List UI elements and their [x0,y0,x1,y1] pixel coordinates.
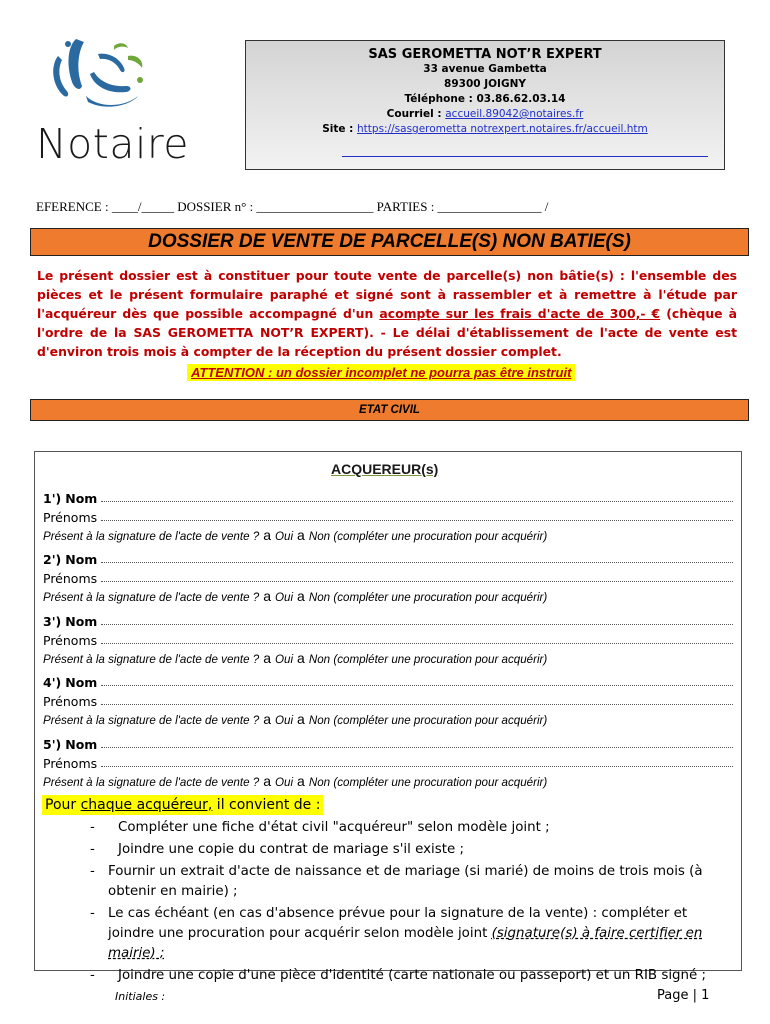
email-label: Courriel : [386,108,446,120]
oui-label: Oui [275,714,294,727]
requirement-item [90,840,730,860]
presence-question: Présent à la signature de l'acte de vente ? [43,591,260,604]
nom-field[interactable] [101,561,733,563]
presence-row [43,709,733,727]
requirement-text [118,966,730,986]
prenoms-field[interactable] [101,703,733,705]
prenoms-label: Prénoms [43,756,98,771]
non-checkbox[interactable]: a [297,588,305,604]
city: 89300 JOIGNY [444,78,526,90]
nom-row [43,733,733,752]
acquereur-entry [43,487,733,543]
acquereur-number: 3') [43,614,62,629]
non-label: Non (compléter une procuration pour acquérir) [308,776,548,789]
nom-field[interactable] [101,746,733,748]
office-header [245,40,725,170]
oui-label: Oui [275,653,294,666]
acquereur-number: 4') [43,675,62,690]
prenoms-label: Prénoms [43,633,98,648]
site-link[interactable]: https://sasgerometta notrexpert.notaires.fr/accueil.htm [357,123,648,135]
bullet-dash: - [90,820,95,835]
requirements-list [90,818,730,988]
nom-field[interactable] [101,623,733,625]
prenoms-row [43,752,733,771]
oui-checkbox[interactable]: a [263,773,271,789]
requirement-item [90,966,730,986]
site-row [246,122,724,137]
prenoms-row [43,506,733,525]
presence-question: Présent à la signature de l'acte de vente ? [43,530,260,543]
notaire-emblem-icon [28,34,223,124]
prenoms-label: Prénoms [43,571,98,586]
non-label: Non (compléter une procuration pour acquérir) [308,714,548,727]
requirement-main: Le cas échéant (en cas d'absence prévue pour la signature de la vente) : compléter et joindre une procuration pour acquérir selon modèle joint [108,906,688,941]
prenoms-field[interactable] [101,580,733,582]
non-label: Non (compléter une procuration pour acquérir) [308,653,548,666]
prenoms-row [43,567,733,586]
pour-before: Pour [45,797,81,813]
requirement-text [108,904,730,964]
presence-row [43,525,733,543]
document-title: DOSSIER DE VENTE DE PARCELLE(S) NON BATIE(S) [30,228,749,256]
acquereur-number: 5') [43,737,62,752]
section-title-etat-civil: ETAT CIVIL [30,399,749,421]
intro-acompte: acompte sur les frais d'acte de 300,- € [379,306,661,321]
oui-checkbox[interactable]: a [263,711,271,727]
notaire-logo [28,34,223,169]
acquereur-entry [43,610,733,666]
nom-field[interactable] [101,684,733,686]
acquereurs-title: ACQUEREUR(s) [331,461,439,477]
requirement-text [118,818,730,838]
nom-row [43,487,733,506]
oui-label: Oui [275,530,294,543]
oui-checkbox[interactable]: a [263,588,271,604]
prenoms-row [43,690,733,709]
requirement-main: Fournir un extrait d'acte de naissance et de mariage (si marié) de moins de trois mois (à obtenir en mairie) ; [108,864,703,899]
non-checkbox[interactable]: a [297,711,305,727]
requirement-item [90,818,730,838]
bullet-dash: - [90,864,95,879]
bullet-dash: - [90,968,95,983]
non-label: Non (compléter une procuration pour acquérir) [308,530,548,543]
reference-line: EFERENCE : ____/_____ DOSSIER n° : __________________ PARTIES : ________________ / [36,199,549,214]
non-checkbox[interactable]: a [297,773,305,789]
nom-label: Nom [65,552,98,567]
attention-notice: ATTENTION : un dossier incomplet ne pourra pas être instruit [187,364,575,381]
nom-label: Nom [65,737,98,752]
requirement-item [90,862,730,902]
address: 33 avenue Gambetta [423,63,547,75]
requirement-main: Compléter une fiche d'état civil "acquéreur" selon modèle joint ; [118,820,550,835]
requirement-item [90,904,730,964]
intro-paragraph [37,266,737,361]
oui-label: Oui [275,591,294,604]
acquereur-entry [43,733,733,789]
bullet-dash: - [90,906,95,921]
intro-part1: Le présent dossier est à constituer pour toute vente de parcelle(s) non bâtie(s) : l'ensemble des pièces et le présent formulaire paraphé et signé sont à rassembler et à remettre à l'étude par l'acquéreur dès que possible accompagné d'un [37,268,737,321]
presence-question: Présent à la signature de l'acte de vente ? [43,653,260,666]
presence-row [43,771,733,789]
presence-row [43,648,733,666]
nom-label: Nom [65,491,98,506]
prenoms-field[interactable] [101,765,733,767]
phone: Téléphone : 03.86.62.03.14 [404,93,566,105]
acquereur-number: 1') [43,491,62,506]
presence-row [43,586,733,604]
prenoms-field[interactable] [101,519,733,521]
presence-question: Présent à la signature de l'acte de vente ? [43,776,260,789]
oui-checkbox[interactable]: a [263,527,271,543]
acquereur-number: 2') [43,552,62,567]
email-link[interactable]: accueil.89042@notaires.fr [445,108,584,120]
non-label: Non (compléter une procuration pour acquérir) [308,591,548,604]
email-row [246,107,724,122]
requirement-main: Joindre une copie d'une pièce d'identité (carte nationale ou passeport) et un RIB signé ; [118,968,707,983]
nom-row [43,610,733,629]
page-number: Page | 1 [657,988,710,1003]
nom-label: Nom [65,675,98,690]
company-name: SAS GEROMETTA NOT’R EXPERT [368,47,602,62]
pour-chaque-heading [42,795,323,815]
prenoms-label: Prénoms [43,510,98,525]
nom-field[interactable] [101,500,733,502]
intro-part2: (chèque à l'ordre de la SAS GEROMETTA NOT’R EXPERT). - Le délai d'établissement de l'acte de vente est d'environ trois mois à compter de la réception du présent dossier complet. [37,306,737,359]
prenoms-field[interactable] [101,642,733,644]
logo-text: Notaire [36,120,190,168]
presence-question: Présent à la signature de l'acte de vente ? [43,714,260,727]
pour-after: il convient de : [212,797,321,813]
prenoms-label: Prénoms [43,694,98,709]
pour-underlined: chaque acquéreur, [80,797,213,813]
requirement-note: (signature(s) à faire certifier en mairie) ; [108,926,703,961]
bullet-dash: - [90,842,95,857]
site-label: Site : [322,123,358,135]
requirement-text [118,840,730,860]
nom-row [43,671,733,690]
nom-label: Nom [65,614,98,629]
initiales-label: Initiales : [115,990,166,1003]
prenoms-row [43,629,733,648]
acquereur-entry [43,671,733,727]
requirement-text [108,862,730,902]
non-checkbox[interactable]: a [297,527,305,543]
nom-row [43,548,733,567]
requirement-main: Joindre une copie du contrat de mariage s'il existe ; [118,842,464,857]
oui-checkbox[interactable]: a [263,650,271,666]
oui-label: Oui [275,776,294,789]
header-divider [342,156,708,157]
non-checkbox[interactable]: a [297,650,305,666]
acquereur-entry [43,548,733,604]
